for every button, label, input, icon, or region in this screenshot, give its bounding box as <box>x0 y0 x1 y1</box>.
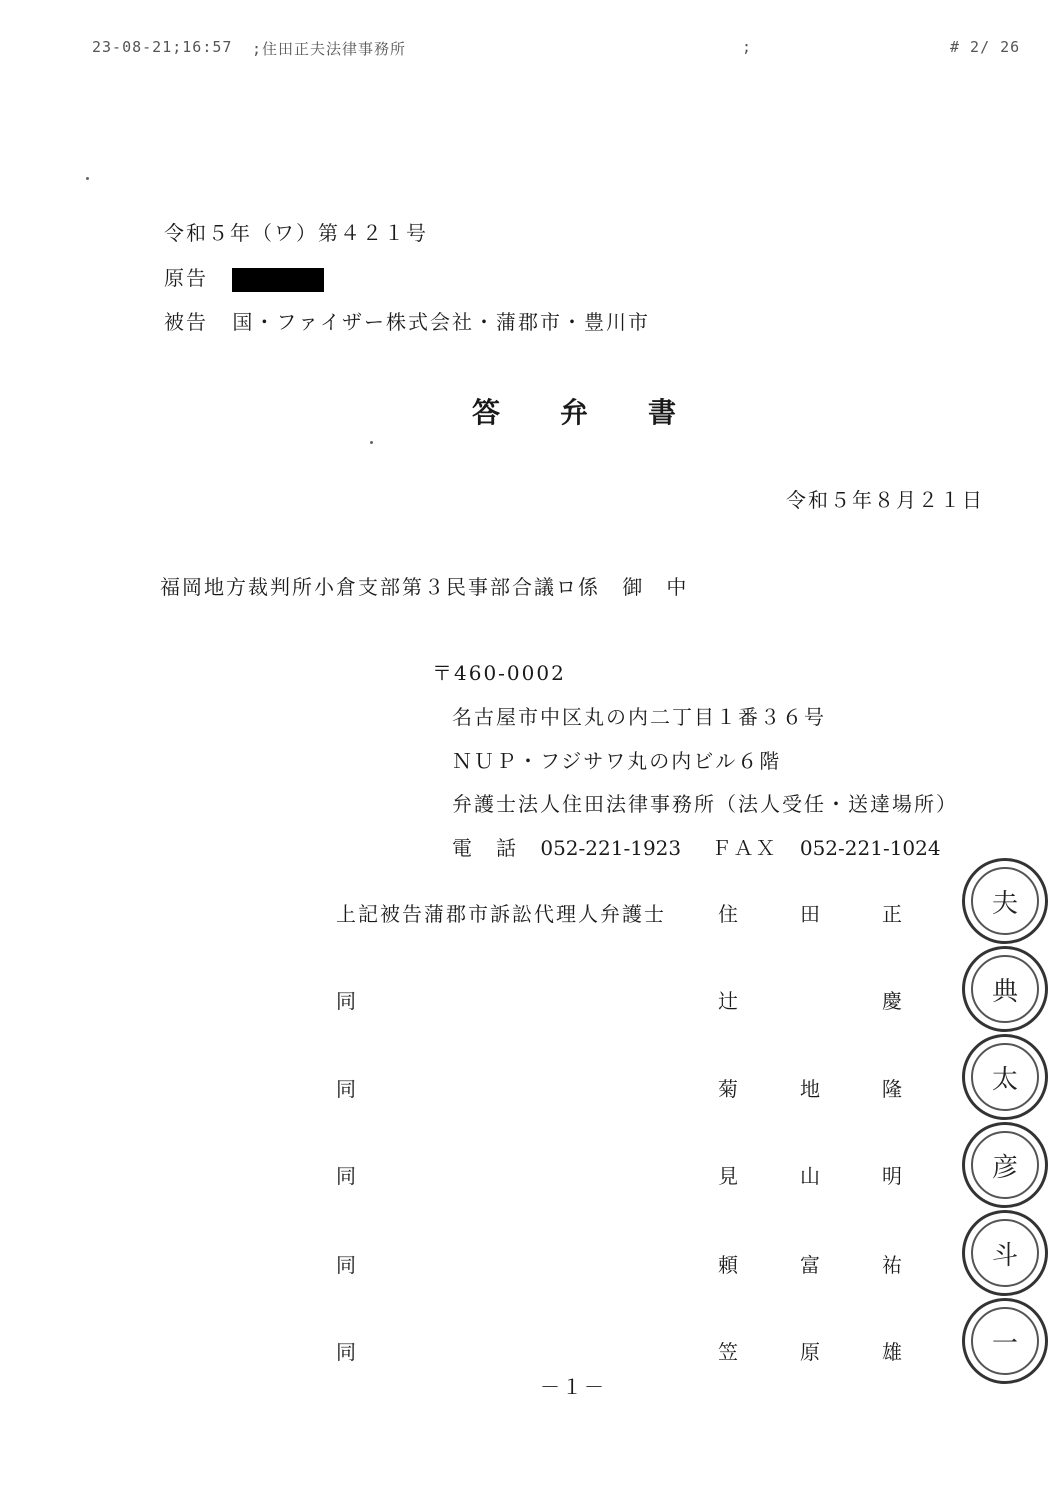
attorney-name-char: 菊 <box>718 1077 740 1101</box>
address-line-1: 名古屋市中区丸の内二丁目１番３６号 <box>452 705 826 729</box>
attorney-name-char: 隆 <box>882 1077 904 1101</box>
attorney-name-char: 正 <box>882 902 904 926</box>
attorney-name-char: 笠 <box>718 1340 740 1364</box>
tel-label: 電 話 <box>452 836 518 860</box>
seal-stamp <box>962 1210 1048 1296</box>
scan-speck <box>86 177 89 180</box>
court-name: 福岡地方裁判所小倉支部第３民事部合議ロ係 <box>160 575 600 599</box>
seal-stamp <box>962 1298 1048 1384</box>
attorney-name-char: 富 <box>800 1253 822 1277</box>
address-line-2: ＮＵＰ・フジサワ丸の内ビル６階 <box>452 749 782 773</box>
attorney-role: 同 <box>336 989 358 1013</box>
attorney-name-char: 山 <box>800 1164 822 1188</box>
fax-number: 052-221-1024 <box>799 836 941 860</box>
attorney-name-char: 見 <box>718 1164 740 1188</box>
seal-stamp <box>962 1034 1048 1120</box>
attorney-name-char: 明 <box>882 1164 904 1188</box>
fax-page-count: # 2/ 26 <box>950 38 1021 56</box>
page-number: －１－ <box>540 1375 606 1399</box>
document-title-char-1: 答 <box>472 396 501 429</box>
seal-char: 彦 <box>991 1152 1018 1183</box>
court-addressee <box>160 571 688 600</box>
attorney-role: 上記被告蒲郡市訴訟代理人弁護士 <box>336 902 666 926</box>
attorney-name-char: 田 <box>800 902 822 926</box>
addressee-honorific: 御 中 <box>622 575 689 599</box>
plaintiff-row <box>164 262 324 292</box>
phone-fax-row <box>452 832 941 861</box>
attorney-name-char: 慶 <box>882 989 904 1013</box>
attorney-name-char: 祐 <box>882 1253 904 1277</box>
defendant-label: 被告 <box>164 310 208 334</box>
defendant-names: 国・ファイザー株式会社・蒲郡市・豊川市 <box>232 310 650 334</box>
attorney-name-char: 雄 <box>882 1340 904 1364</box>
document-title-char-2: 弁 <box>560 396 589 429</box>
seal-char: 一 <box>991 1328 1018 1359</box>
defendant-row <box>164 306 650 335</box>
seal-stamp <box>962 946 1048 1032</box>
scan-speck <box>370 441 373 444</box>
document-title-char-3: 書 <box>648 396 677 429</box>
case-number: 令和５年（ワ）第４２１号 <box>164 221 428 245</box>
plaintiff-redaction <box>232 268 324 292</box>
seal-char: 典 <box>991 976 1018 1007</box>
attorney-name-char: 原 <box>800 1340 822 1364</box>
plaintiff-label: 原告 <box>164 266 208 290</box>
attorney-role: 同 <box>336 1077 358 1101</box>
fax-datetime: 23-08-21;16:57 <box>92 38 233 56</box>
address-line-3: 弁護士法人住田法律事務所（法人受任・送達場所） <box>452 792 958 816</box>
seal-char: 斗 <box>991 1240 1018 1271</box>
postal-code: 〒460-0002 <box>432 661 566 685</box>
tel-number: 052-221-1923 <box>540 836 682 860</box>
seal-char: 夫 <box>991 888 1018 919</box>
attorney-role: 同 <box>336 1253 358 1277</box>
seal-stamp <box>962 1122 1048 1208</box>
seal-stamp <box>962 858 1048 944</box>
attorney-role: 同 <box>336 1164 358 1188</box>
attorney-role: 同 <box>336 1340 358 1364</box>
seal-char: 太 <box>991 1064 1018 1095</box>
fax-separator: ; <box>742 38 753 56</box>
document-date: 令和５年８月２１日 <box>786 488 984 512</box>
attorney-name-char: 辻 <box>718 989 740 1013</box>
fax-label: ＦＡＸ <box>711 836 778 860</box>
attorney-name-char: 頼 <box>718 1253 740 1277</box>
fax-sender: ;住田正夫法律事務所 <box>252 40 407 58</box>
attorney-name-char: 地 <box>800 1077 822 1101</box>
attorney-name-char: 住 <box>718 902 740 926</box>
